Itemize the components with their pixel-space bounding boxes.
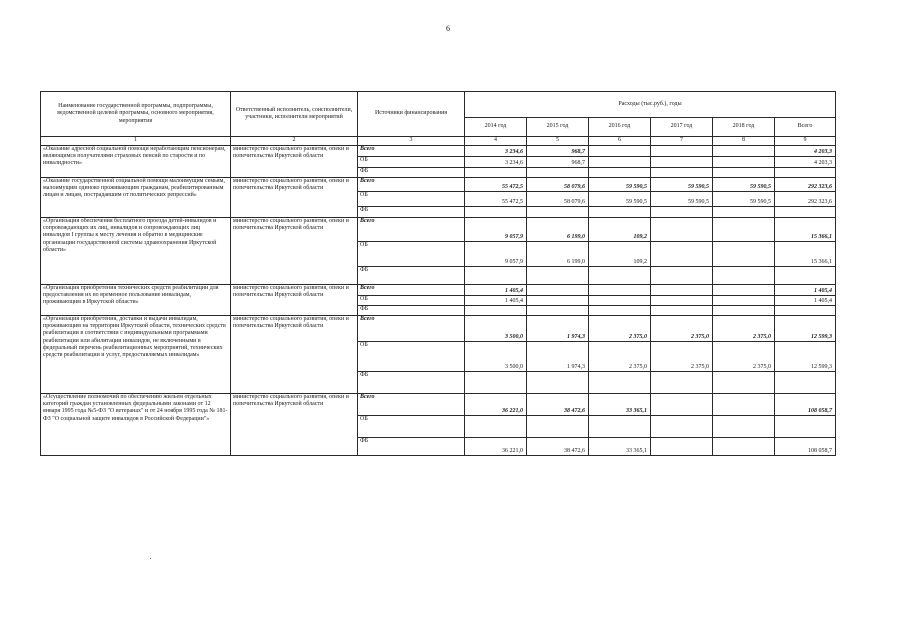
amount-cell (527, 168, 589, 178)
funding-source: Всего (358, 394, 465, 416)
amount-cell (527, 207, 589, 218)
funding-source: Всего (358, 178, 465, 192)
funding-source: Всего (358, 316, 465, 342)
amount-cell (651, 416, 713, 438)
amount-cell (527, 372, 589, 394)
amount-cell: 36 221,0 (465, 438, 527, 456)
amount-cell (713, 207, 775, 218)
funding-source: ФБ (358, 438, 465, 456)
measure-name: «Организация приобретения технических средств реабилитации для предоставления их во временное пользование инвалидам, проживающим в Иркутской области» (41, 285, 231, 316)
column-number: 8 (713, 137, 775, 146)
amount-cell (465, 207, 527, 218)
column-number: 3 (358, 137, 465, 146)
amount-cell (527, 267, 589, 285)
funding-source: ОБ (358, 157, 465, 168)
amount-cell (713, 267, 775, 285)
amount-cell (651, 306, 713, 316)
amount-cell: 4 203,3 (775, 157, 836, 168)
funding-source: ФБ (358, 267, 465, 285)
amount-cell: 9 057,9 (465, 218, 527, 242)
header-year: 2015 год (527, 118, 589, 137)
amount-cell (713, 168, 775, 178)
column-number: 9 (775, 137, 836, 146)
amount-cell: 2 375,0 (589, 342, 651, 372)
amount-cell (775, 207, 836, 218)
amount-cell: 109,2 (589, 242, 651, 267)
amount-cell: 33 365,1 (589, 438, 651, 456)
funding-source: Всего (358, 146, 465, 157)
amount-cell: 59 590,5 (713, 192, 775, 207)
amount-cell: 58 079,6 (527, 192, 589, 207)
funding-source: ФБ (358, 168, 465, 178)
amount-cell: 59 590,5 (651, 178, 713, 192)
amount-cell: 1 974,3 (527, 342, 589, 372)
amount-cell (527, 296, 589, 306)
measure-name: «Организация приобретения, доставки и выдачи инвалидам, проживающим на территории Иркутской области, технических средств реабилитации в соответствии с индивидуальными программами реабилитации или абилитации инвалидов, не включенными в федеральный перечень реабилитационных мероприятий, технических средств реабилитации и услуг, предоставляемых инвалидам» (41, 316, 231, 394)
header-year: 2018 год (713, 118, 775, 137)
table-row (41, 394, 836, 416)
amount-cell (651, 207, 713, 218)
amount-cell (651, 267, 713, 285)
table-row (41, 178, 836, 192)
amount-cell (775, 416, 836, 438)
measure-name: «Осуществление полномочий по обеспечению жильем отдельных категорий граждан установленных федеральными законами от 12 января 1995 года №5-ФЗ "О ветеранах" и от 24 ноября 1995 года № 181-ФЗ "О социальной защите инвалидов в Российской Федерации"» (41, 394, 231, 456)
header-year: 2017 год (651, 118, 713, 137)
responsible-executor: министерство социального развития, опеки и попечительства Иркутской области (231, 218, 358, 285)
amount-cell (465, 416, 527, 438)
amount-cell: 36 221,0 (465, 394, 527, 416)
amount-cell (713, 296, 775, 306)
amount-cell: 59 590,5 (589, 192, 651, 207)
amount-cell: 15 366,1 (775, 218, 836, 242)
funding-source: Всего (358, 218, 465, 242)
amount-cell (465, 267, 527, 285)
header-year: Всего (775, 118, 836, 137)
funding-source: ОБ (358, 242, 465, 267)
amount-cell: 55 472,5 (465, 192, 527, 207)
amount-cell (651, 218, 713, 242)
amount-cell (775, 372, 836, 394)
scan-speck (150, 558, 151, 559)
measure-name: «Оказание адресной социальной помощи неработающим пенсионерам, являющимся получателями страховых пенсий по старости и по инвалидности» (41, 146, 231, 178)
table-row (41, 316, 836, 342)
amount-cell (713, 306, 775, 316)
column-number: 5 (527, 137, 589, 146)
amount-cell (651, 157, 713, 168)
amount-cell (713, 438, 775, 456)
amount-cell: 1 405,4 (465, 296, 527, 306)
amount-cell: 2 375,0 (651, 316, 713, 342)
amount-cell: 2 375,0 (713, 316, 775, 342)
amount-cell: 1 405,4 (775, 296, 836, 306)
amount-cell: 12 599,3 (775, 342, 836, 372)
amount-cell: 3 500,0 (465, 316, 527, 342)
amount-cell (713, 372, 775, 394)
amount-cell: 33 365,1 (589, 394, 651, 416)
column-number: 7 (651, 137, 713, 146)
amount-cell (713, 416, 775, 438)
funding-source: ФБ (358, 372, 465, 394)
funding-source: ОБ (358, 192, 465, 207)
column-number: 4 (465, 137, 527, 146)
amount-cell: 58 079,6 (527, 178, 589, 192)
measure-name: «Организация обеспечения бесплатного проезда детей-инвалидов и сопровождающих их лиц, инвалидов и сопровождающих лиц инвалидов I группы к месту лечения и обратно в медицинские организации государственной системы здравоохранения Иркутской области» (41, 218, 231, 285)
amount-cell (651, 372, 713, 394)
amount-cell (651, 394, 713, 416)
amount-cell: 1 405,4 (465, 285, 527, 296)
amount-cell: 38 472,6 (527, 394, 589, 416)
amount-cell (589, 296, 651, 306)
amount-cell (589, 285, 651, 296)
amount-cell (589, 372, 651, 394)
column-number: 2 (231, 137, 358, 146)
amount-cell: 59 590,5 (589, 178, 651, 192)
funding-source: ФБ (358, 207, 465, 218)
amount-cell (589, 168, 651, 178)
amount-cell (589, 306, 651, 316)
table-row (41, 146, 836, 157)
header-executor: Ответственный исполнитель, соисполнители, участники, исполнители мероприятий (231, 92, 358, 137)
header-expenses: Расходы (тыс.руб.), годы (465, 92, 836, 118)
responsible-executor: министерство социального развития, опеки и попечительства Иркутской области (231, 178, 358, 218)
amount-cell: 3 234,6 (465, 146, 527, 157)
amount-cell (651, 146, 713, 157)
amount-cell: 6 199,0 (527, 242, 589, 267)
header-year: 2014 год (465, 118, 527, 137)
amount-cell: 6 199,0 (527, 218, 589, 242)
page-number: 6 (446, 24, 450, 33)
amount-cell: 109,2 (589, 218, 651, 242)
amount-cell (465, 168, 527, 178)
amount-cell (527, 285, 589, 296)
amount-cell (527, 416, 589, 438)
responsible-executor: министерство социального развития, опеки и попечительства Иркутской области (231, 285, 358, 316)
amount-cell: 15 366,1 (775, 242, 836, 267)
responsible-executor: министерство социального развития, опеки и попечительства Иркутской области (231, 146, 358, 178)
amount-cell (651, 168, 713, 178)
amount-cell: 2 375,0 (713, 342, 775, 372)
amount-cell (651, 296, 713, 306)
amount-cell (465, 372, 527, 394)
amount-cell (651, 242, 713, 267)
amount-cell (527, 306, 589, 316)
amount-cell: 108 058,7 (775, 438, 836, 456)
amount-cell: 4 203,3 (775, 146, 836, 157)
amount-cell: 292 323,6 (775, 178, 836, 192)
amount-cell: 59 590,5 (713, 178, 775, 192)
amount-cell: 3 234,6 (465, 157, 527, 168)
responsible-executor: министерство социального развития, опеки и попечительства Иркутской области (231, 316, 358, 394)
column-number: 1 (41, 137, 231, 146)
amount-cell: 2 375,0 (651, 342, 713, 372)
amount-cell: 108 058,7 (775, 394, 836, 416)
amount-cell: 3 500,0 (465, 342, 527, 372)
funding-source: ОБ (358, 296, 465, 306)
amount-cell (775, 168, 836, 178)
amount-cell: 292 323,6 (775, 192, 836, 207)
amount-cell: 59 590,5 (651, 192, 713, 207)
amount-cell (651, 285, 713, 296)
amount-cell: 2 375,0 (589, 316, 651, 342)
amount-cell (713, 218, 775, 242)
header-name: Наименование государственной программы, подпрограммы, ведомственной целевой программы, основного мероприятия, мероприятия (41, 92, 231, 137)
column-number: 6 (589, 137, 651, 146)
table-row (41, 218, 836, 242)
amount-cell (589, 157, 651, 168)
measure-name: «Оказание государственной социальной помощи малоимущим семьям, малоимущим одиноко проживающим гражданам, реабилитированным лицам и лицам, пострадавшим от политических репрессий» (41, 178, 231, 218)
amount-cell (713, 394, 775, 416)
amount-cell (713, 242, 775, 267)
amount-cell (589, 146, 651, 157)
amount-cell: 968,7 (527, 146, 589, 157)
amount-cell (589, 416, 651, 438)
amount-cell: 12 599,3 (775, 316, 836, 342)
amount-cell: 9 057,9 (465, 242, 527, 267)
funding-source: Всего (358, 285, 465, 296)
amount-cell: 1 974,3 (527, 316, 589, 342)
amount-cell: 38 472,6 (527, 438, 589, 456)
header-source: Источники финансирования (358, 92, 465, 137)
amount-cell (589, 207, 651, 218)
responsible-executor: министерство социального развития, опеки и попечительства Иркутской области (231, 394, 358, 456)
amount-cell: 55 472,5 (465, 178, 527, 192)
funding-source: ОБ (358, 342, 465, 372)
amount-cell (775, 267, 836, 285)
amount-cell (465, 306, 527, 316)
amount-cell: 1 405,4 (775, 285, 836, 296)
financing-table (40, 91, 836, 456)
amount-cell (713, 146, 775, 157)
amount-cell (775, 306, 836, 316)
header-year: 2016 год (589, 118, 651, 137)
amount-cell (713, 285, 775, 296)
amount-cell (651, 438, 713, 456)
amount-cell: 968,7 (527, 157, 589, 168)
amount-cell (713, 157, 775, 168)
funding-source: ОБ (358, 416, 465, 438)
table-row (41, 285, 836, 296)
amount-cell (589, 267, 651, 285)
funding-source: ФБ (358, 306, 465, 316)
